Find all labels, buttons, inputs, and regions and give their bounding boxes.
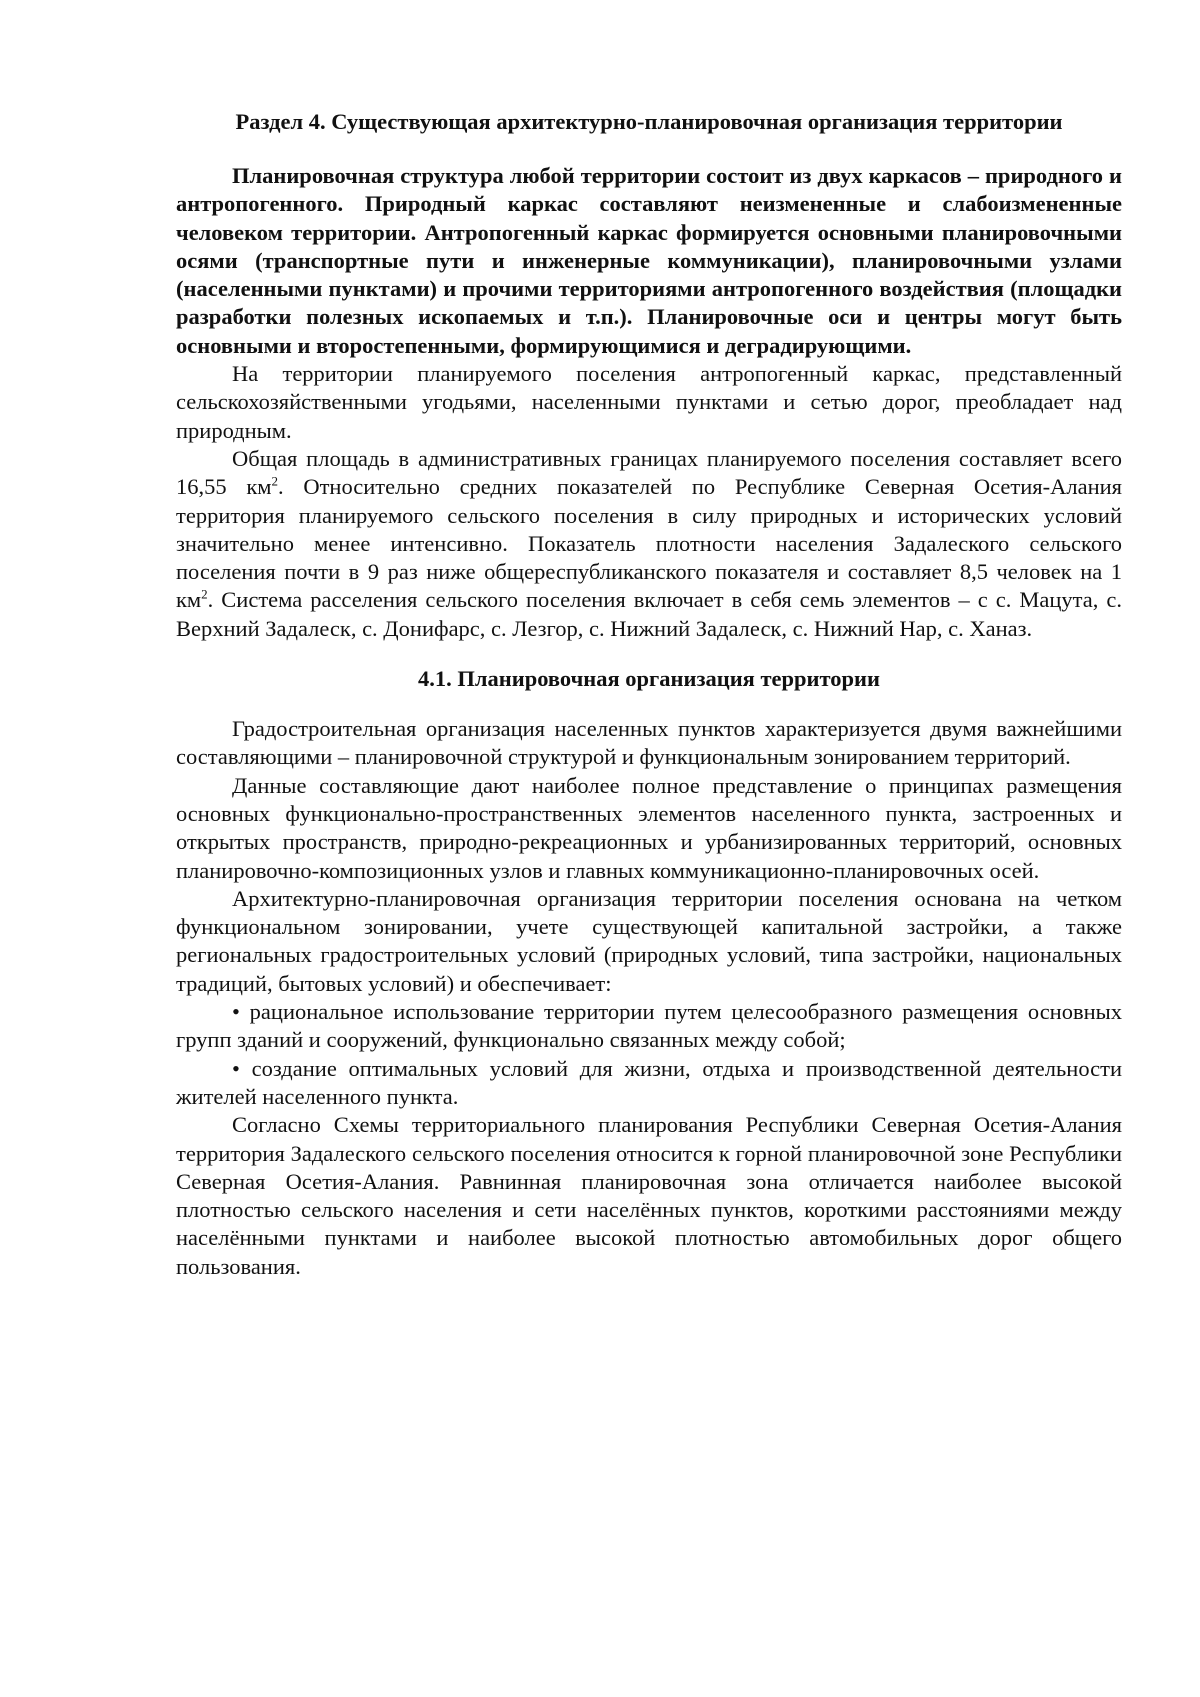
- intro-paragraph-2: На территории планируемого поселения антропогенный каркас, представленный сельскохозяйственными угодьями, населенными пунктами и сетью дорог, преобладает над природным.: [176, 361, 1122, 443]
- paragraph-3-text-3: . Система расселения сельского поселения включает в себя семь элементов – с с. Мацута, с. Верхний Задалеск, с. Донифарс, с. Лезгор, с. Нижний Задалеск, с. Нижний Нар, с. Ханаз.: [176, 587, 1122, 641]
- subsection-paragraph-6: Согласно Схемы территориального планирования Республики Северная Осетия-Алания территория Задалеского сельского поселения относится к горной планировочной зоне Республики Северная Осетия-Алания. Равнинная планировочная зона отличается наиболее высокой плотностью сельского населения и сети населённых пунктов, короткими расстояниями между населёнными пунктами и наиболее высокой плотностью автомобильных дорог общего пользования.: [176, 1112, 1122, 1279]
- paragraph-3-text-2: . Относительно средних показателей по Республике Северная Осетия-Алания территория планируемого сельского поселения в силу природных и исторических условий значительно менее интенсивно. Показатель плотности населения Задалеского сельского поселения почти в 9 раз ниже общереспубликанского показателя и составляет 8,5 человек на 1 км: [176, 474, 1122, 613]
- subsection-title: 4.1. Планировочная организация территории: [418, 666, 880, 692]
- bullet-item-2: • создание оптимальных условий для жизни, отдыха и производственной деятельности жителей населенного пункта.: [176, 1055, 1122, 1109]
- paragraph-3-text-1: Общая площадь в административных границах планируемого поселения составляет всего 16,55 км: [176, 445, 1122, 500]
- subsection-paragraph-1: Градостроительная организация населенных пунктов характеризуется двумя важнейшими составляющими – планировочной структурой и функциональным зонированием территорий.: [176, 716, 1122, 770]
- superscript-2: 2: [271, 473, 278, 489]
- subsection-paragraph-2: Данные составляющие дают наиболее полное представление о принципах размещения основных функционально-пространственных элементов населенного пункта, застроенных и открытых пространств, природно-рекреационных и урбанизированных территорий, основных планировочно-композиционных узлов и главных коммуникационно-планировочных осей.: [176, 772, 1122, 883]
- section-title: Раздел 4. Существующая архитектурно-планировочная организация территории: [235, 109, 1063, 134]
- superscript-2: 2: [201, 586, 208, 602]
- document-page: [176, 108, 1122, 1281]
- intro-paragraph-3: [176, 445, 1122, 643]
- subsection-paragraph-3: Архитектурно-планировочная организация территории поселения основана на четком функциональном зонировании, учете существующей капитальной застройки, а также региональных градостроительных условий (природных условий, типа застройки, национальных традиций, бытовых условий) и обеспечивает:: [176, 885, 1122, 996]
- intro-bold-paragraph: Планировочная структура любой территории состоит из двух каркасов – природного и антропогенного. Природный каркас составляют неизмененные и слабоизмененные человеком территории. Антропогенный каркас формируется основными планировочными осями (транспортные пути и инженерные коммуникации), планировочными узлами (населенными пунктами) и прочими территориями антропогенного воздействия (площадки разработки полезных ископаемых и т.п.). Планировочные оси и центры могут быть основными и второстепенными, формирующимися и деградирующими.: [176, 163, 1122, 358]
- bullet-item-1: • рациональное использование территории путем целесообразного размещения основных групп зданий и сооружений, функционально связанных между собой;: [176, 999, 1122, 1053]
